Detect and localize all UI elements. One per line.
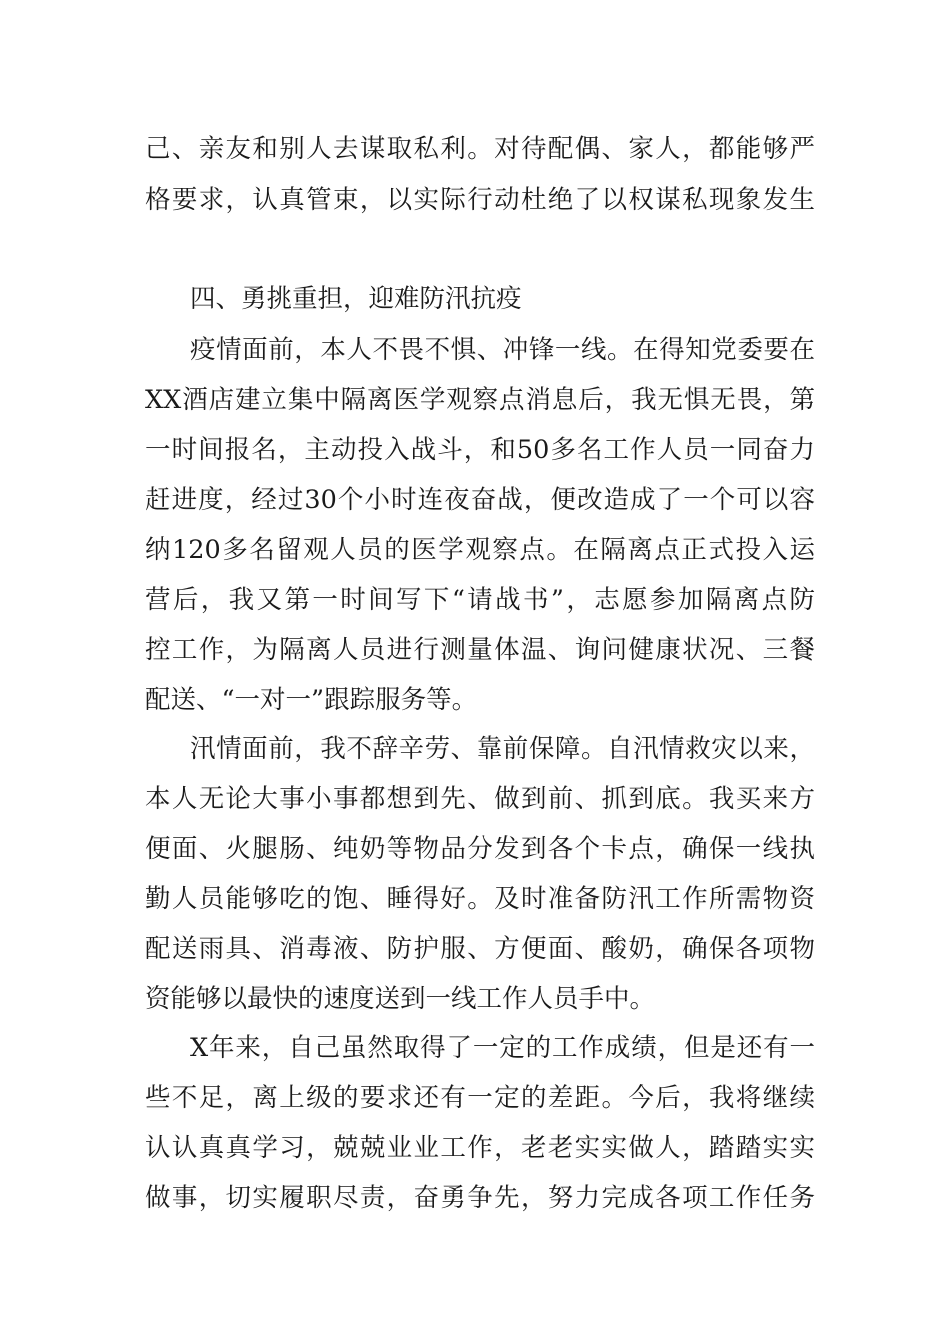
text-line: 本人无论大事小事都想到先、做到前、抓到底。我买来方 (145, 784, 815, 814)
text-line: 己、亲友和别人去谋取私利。对待配偶、家人，都能够严 (145, 134, 815, 164)
text-line: 一时间报名，主动投入战斗，和50多名工作人员一同奋力 (145, 435, 815, 465)
text-line: 营后，我又第一时间写下“请战书”，志愿参加隔离点防 (145, 585, 815, 615)
text-line: 格要求，认真管束，以实际行动杜绝了以权谋私现象发生 (145, 185, 815, 215)
text-line: 认认真真学习，兢兢业业工作，老老实实做人，踏踏实实 (145, 1133, 815, 1163)
text-line: 配送、“一对一”跟踪服务等。 (145, 685, 478, 715)
text-line: 些不足，离上级的要求还有一定的差距。今后，我将继续 (145, 1083, 815, 1113)
text-line: 配送雨具、消毒液、防护服、方便面、酸奶，确保各项物 (145, 934, 815, 964)
text-line: XX酒店建立集中隔离医学观察点消息后，我无惧无畏，第 (145, 385, 815, 415)
text-line: 资能够以最快的速度送到一线工作人员手中。 (145, 984, 656, 1014)
section-heading: 四、勇挑重担，迎难防汛抗疫 (190, 284, 522, 314)
text-line: 做事，切实履职尽责，奋勇争先，努力完成各项工作任务 (145, 1183, 815, 1213)
text-line: 赶进度，经过30个小时连夜奋战，便改造成了一个可以容 (145, 485, 815, 515)
text-line: 纳120多名留观人员的医学观察点。在隔离点正式投入运 (145, 535, 815, 565)
text-line: 控工作，为隔离人员进行测量体温、询问健康状况、三餐 (145, 635, 815, 665)
text-line: 勤人员能够吃的饱、睡得好。及时准备防汛工作所需物资 (145, 884, 815, 914)
paragraph-first-line: 汛情面前，我不辞辛劳、靠前保障。自汛情救灾以来， (190, 734, 815, 764)
text-line: 便面、火腿肠、纯奶等物品分发到各个卡点，确保一线执 (145, 834, 815, 864)
paragraph-first-line: 疫情面前，本人不畏不惧、冲锋一线。在得知党委要在 (190, 335, 815, 365)
paragraph-first-line: X年来，自己虽然取得了一定的工作成绩，但是还有一 (190, 1033, 815, 1063)
